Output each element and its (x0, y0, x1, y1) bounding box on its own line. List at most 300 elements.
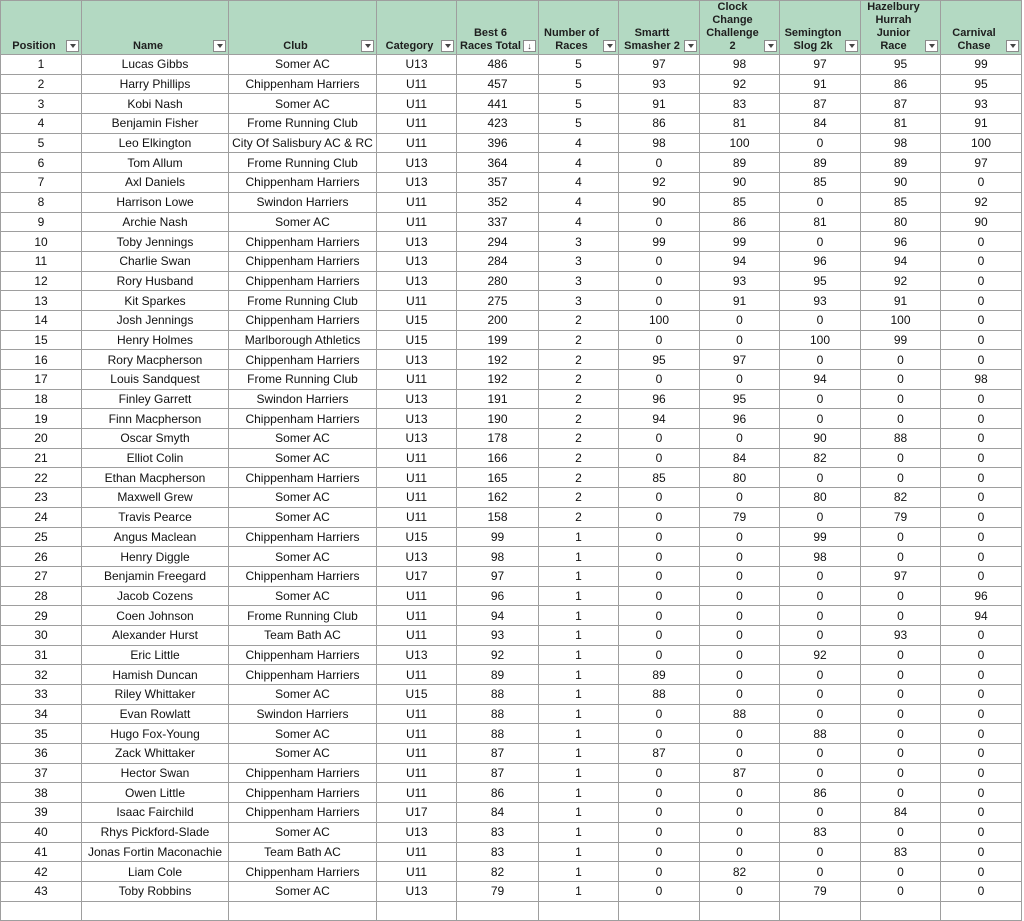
cell-hazelbury-hurrah-junior-race[interactable]: 87 (861, 94, 941, 114)
column-header-semington-slog-2k[interactable] (780, 1, 861, 55)
cell-carnival-chase[interactable]: 0 (941, 232, 1022, 252)
cell-position[interactable]: 20 (1, 429, 82, 449)
cell-hazelbury-hurrah-junior-race[interactable]: 95 (861, 55, 941, 75)
filter-dropdown-icon[interactable] (213, 40, 226, 52)
cell-name[interactable]: Archie Nash (82, 212, 229, 232)
cell-hazelbury-hurrah-junior-race[interactable]: 0 (861, 881, 941, 901)
cell-clock-change-challenge-2[interactable]: 0 (700, 488, 780, 508)
cell-club[interactable]: Somer AC (229, 429, 377, 449)
cell-semington-slog-2k[interactable]: 99 (780, 527, 861, 547)
cell-name[interactable]: Rory Macpherson (82, 350, 229, 370)
cell-name[interactable]: Jacob Cozens (82, 586, 229, 606)
cell-carnival-chase[interactable]: 93 (941, 94, 1022, 114)
cell-semington-slog-2k[interactable]: 0 (780, 586, 861, 606)
cell-category[interactable]: U11 (377, 74, 457, 94)
cell-semington-slog-2k[interactable]: 0 (780, 232, 861, 252)
cell-hazelbury-hurrah-junior-race[interactable]: 80 (861, 212, 941, 232)
cell-semington-slog-2k[interactable]: 90 (780, 429, 861, 449)
cell-hazelbury-hurrah-junior-race[interactable]: 0 (861, 665, 941, 685)
cell-name[interactable]: Lucas Gibbs (82, 55, 229, 75)
cell-semington-slog-2k[interactable]: 0 (780, 310, 861, 330)
cell-carnival-chase[interactable]: 0 (941, 389, 1022, 409)
cell-carnival-chase[interactable]: 0 (941, 763, 1022, 783)
cell-smartt-smasher-2[interactable]: 0 (619, 862, 700, 882)
cell-clock-change-challenge-2[interactable]: 83 (700, 94, 780, 114)
cell-number-of-races[interactable]: 1 (539, 586, 619, 606)
cell-club[interactable]: Somer AC (229, 881, 377, 901)
cell-best-6-races-total[interactable]: 82 (457, 862, 539, 882)
cell-clock-change-challenge-2[interactable]: 85 (700, 192, 780, 212)
cell-name[interactable]: Kit Sparkes (82, 291, 229, 311)
cell-clock-change-challenge-2[interactable]: 98 (700, 55, 780, 75)
cell-carnival-chase[interactable]: 0 (941, 665, 1022, 685)
cell-carnival-chase[interactable]: 0 (941, 547, 1022, 567)
cell-smartt-smasher-2[interactable]: 85 (619, 468, 700, 488)
cell-position[interactable]: 4 (1, 114, 82, 134)
cell-position[interactable]: 26 (1, 547, 82, 567)
cell-club[interactable]: Somer AC (229, 507, 377, 527)
cell-position[interactable]: 33 (1, 685, 82, 705)
cell-smartt-smasher-2[interactable]: 0 (619, 547, 700, 567)
cell-name[interactable]: Zack Whittaker (82, 744, 229, 764)
cell-clock-change-challenge-2[interactable]: 0 (700, 566, 780, 586)
cell-category[interactable]: U13 (377, 822, 457, 842)
cell-club[interactable]: Chippenham Harriers (229, 310, 377, 330)
cell-club[interactable]: Chippenham Harriers (229, 409, 377, 429)
cell-number-of-races[interactable]: 1 (539, 527, 619, 547)
cell-club[interactable]: Somer AC (229, 488, 377, 508)
cell-number-of-races[interactable]: 1 (539, 685, 619, 705)
cell-number-of-races[interactable]: 1 (539, 645, 619, 665)
cell-smartt-smasher-2[interactable]: 0 (619, 881, 700, 901)
cell-category[interactable]: U11 (377, 133, 457, 153)
cell-club[interactable]: Frome Running Club (229, 606, 377, 626)
cell-clock-change-challenge-2[interactable]: 81 (700, 114, 780, 134)
cell-hazelbury-hurrah-junior-race[interactable]: 0 (861, 704, 941, 724)
cell-hazelbury-hurrah-junior-race[interactable]: 0 (861, 468, 941, 488)
cell-position[interactable]: 14 (1, 310, 82, 330)
cell-position[interactable]: 13 (1, 291, 82, 311)
cell-best-6-races-total[interactable]: 275 (457, 291, 539, 311)
cell-position[interactable]: 36 (1, 744, 82, 764)
cell-number-of-races[interactable]: 2 (539, 409, 619, 429)
cell-hazelbury-hurrah-junior-race[interactable]: 92 (861, 271, 941, 291)
cell-category[interactable]: U11 (377, 763, 457, 783)
cell-smartt-smasher-2[interactable]: 97 (619, 55, 700, 75)
column-header-position[interactable] (1, 1, 82, 55)
empty-cell[interactable] (377, 901, 457, 920)
cell-name[interactable]: Henry Diggle (82, 547, 229, 567)
cell-position[interactable]: 38 (1, 783, 82, 803)
cell-best-6-races-total[interactable]: 98 (457, 547, 539, 567)
cell-carnival-chase[interactable]: 97 (941, 153, 1022, 173)
cell-number-of-races[interactable]: 1 (539, 842, 619, 862)
cell-number-of-races[interactable]: 1 (539, 862, 619, 882)
cell-best-6-races-total[interactable]: 486 (457, 55, 539, 75)
cell-hazelbury-hurrah-junior-race[interactable]: 0 (861, 606, 941, 626)
cell-hazelbury-hurrah-junior-race[interactable]: 97 (861, 566, 941, 586)
cell-clock-change-challenge-2[interactable]: 0 (700, 842, 780, 862)
filter-dropdown-icon[interactable] (925, 40, 938, 52)
cell-club[interactable]: Chippenham Harriers (229, 173, 377, 193)
cell-position[interactable]: 16 (1, 350, 82, 370)
cell-clock-change-challenge-2[interactable]: 0 (700, 724, 780, 744)
cell-category[interactable]: U13 (377, 173, 457, 193)
cell-clock-change-challenge-2[interactable]: 0 (700, 330, 780, 350)
cell-semington-slog-2k[interactable]: 0 (780, 350, 861, 370)
cell-smartt-smasher-2[interactable]: 0 (619, 527, 700, 547)
cell-smartt-smasher-2[interactable]: 95 (619, 350, 700, 370)
cell-position[interactable]: 21 (1, 448, 82, 468)
cell-category[interactable]: U11 (377, 744, 457, 764)
cell-club[interactable]: Marlborough Athletics (229, 330, 377, 350)
cell-number-of-races[interactable]: 1 (539, 783, 619, 803)
cell-smartt-smasher-2[interactable]: 89 (619, 665, 700, 685)
filter-dropdown-icon[interactable] (845, 40, 858, 52)
column-header-club[interactable] (229, 1, 377, 55)
cell-number-of-races[interactable]: 5 (539, 55, 619, 75)
cell-semington-slog-2k[interactable]: 0 (780, 468, 861, 488)
cell-carnival-chase[interactable]: 0 (941, 527, 1022, 547)
cell-number-of-races[interactable]: 1 (539, 803, 619, 823)
empty-cell[interactable] (700, 901, 780, 920)
cell-carnival-chase[interactable]: 90 (941, 212, 1022, 232)
cell-smartt-smasher-2[interactable]: 96 (619, 389, 700, 409)
cell-smartt-smasher-2[interactable]: 0 (619, 271, 700, 291)
cell-best-6-races-total[interactable]: 165 (457, 468, 539, 488)
cell-clock-change-challenge-2[interactable]: 0 (700, 645, 780, 665)
cell-name[interactable]: Travis Pearce (82, 507, 229, 527)
cell-number-of-races[interactable]: 2 (539, 330, 619, 350)
cell-category[interactable]: U13 (377, 350, 457, 370)
cell-number-of-races[interactable]: 1 (539, 822, 619, 842)
cell-hazelbury-hurrah-junior-race[interactable]: 85 (861, 192, 941, 212)
empty-cell[interactable] (229, 901, 377, 920)
cell-club[interactable]: Chippenham Harriers (229, 251, 377, 271)
cell-number-of-races[interactable]: 2 (539, 310, 619, 330)
cell-position[interactable]: 18 (1, 389, 82, 409)
cell-best-6-races-total[interactable]: 83 (457, 842, 539, 862)
cell-best-6-races-total[interactable]: 192 (457, 370, 539, 390)
cell-smartt-smasher-2[interactable]: 0 (619, 803, 700, 823)
cell-club[interactable]: Somer AC (229, 448, 377, 468)
cell-smartt-smasher-2[interactable]: 88 (619, 685, 700, 705)
cell-name[interactable]: Henry Holmes (82, 330, 229, 350)
cell-carnival-chase[interactable]: 0 (941, 310, 1022, 330)
cell-club[interactable]: Somer AC (229, 744, 377, 764)
cell-best-6-races-total[interactable]: 352 (457, 192, 539, 212)
cell-carnival-chase[interactable]: 100 (941, 133, 1022, 153)
cell-smartt-smasher-2[interactable]: 0 (619, 488, 700, 508)
cell-name[interactable]: Benjamin Fisher (82, 114, 229, 134)
cell-carnival-chase[interactable]: 0 (941, 704, 1022, 724)
cell-name[interactable]: Rhys Pickford-Slade (82, 822, 229, 842)
cell-club[interactable]: Somer AC (229, 685, 377, 705)
cell-category[interactable]: U13 (377, 232, 457, 252)
cell-carnival-chase[interactable]: 0 (941, 507, 1022, 527)
cell-semington-slog-2k[interactable]: 0 (780, 842, 861, 862)
cell-best-6-races-total[interactable]: 199 (457, 330, 539, 350)
empty-cell[interactable] (457, 901, 539, 920)
cell-name[interactable]: Ethan Macpherson (82, 468, 229, 488)
cell-smartt-smasher-2[interactable]: 0 (619, 507, 700, 527)
cell-clock-change-challenge-2[interactable]: 0 (700, 527, 780, 547)
cell-name[interactable]: Toby Robbins (82, 881, 229, 901)
cell-semington-slog-2k[interactable]: 88 (780, 724, 861, 744)
cell-best-6-races-total[interactable]: 192 (457, 350, 539, 370)
cell-position[interactable]: 7 (1, 173, 82, 193)
empty-cell[interactable] (780, 901, 861, 920)
cell-position[interactable]: 19 (1, 409, 82, 429)
cell-smartt-smasher-2[interactable]: 0 (619, 606, 700, 626)
cell-number-of-races[interactable]: 1 (539, 704, 619, 724)
cell-name[interactable]: Jonas Fortin Maconachie (82, 842, 229, 862)
cell-number-of-races[interactable]: 1 (539, 566, 619, 586)
cell-name[interactable]: Rory Husband (82, 271, 229, 291)
cell-position[interactable]: 15 (1, 330, 82, 350)
cell-name[interactable]: Maxwell Grew (82, 488, 229, 508)
cell-smartt-smasher-2[interactable]: 0 (619, 822, 700, 842)
cell-hazelbury-hurrah-junior-race[interactable]: 0 (861, 645, 941, 665)
cell-position[interactable]: 1 (1, 55, 82, 75)
cell-carnival-chase[interactable]: 95 (941, 74, 1022, 94)
cell-club[interactable]: Somer AC (229, 55, 377, 75)
cell-best-6-races-total[interactable]: 178 (457, 429, 539, 449)
cell-number-of-races[interactable]: 1 (539, 665, 619, 685)
filter-dropdown-icon[interactable] (66, 40, 79, 52)
cell-category[interactable]: U13 (377, 429, 457, 449)
cell-hazelbury-hurrah-junior-race[interactable]: 84 (861, 803, 941, 823)
cell-category[interactable]: U11 (377, 783, 457, 803)
cell-club[interactable]: Frome Running Club (229, 114, 377, 134)
cell-club[interactable]: Somer AC (229, 724, 377, 744)
cell-club[interactable]: Chippenham Harriers (229, 350, 377, 370)
cell-position[interactable]: 23 (1, 488, 82, 508)
cell-number-of-races[interactable]: 1 (539, 763, 619, 783)
cell-hazelbury-hurrah-junior-race[interactable]: 81 (861, 114, 941, 134)
cell-best-6-races-total[interactable]: 162 (457, 488, 539, 508)
cell-carnival-chase[interactable]: 0 (941, 625, 1022, 645)
cell-position[interactable]: 40 (1, 822, 82, 842)
cell-clock-change-challenge-2[interactable]: 0 (700, 370, 780, 390)
cell-number-of-races[interactable]: 5 (539, 74, 619, 94)
cell-club[interactable]: Swindon Harriers (229, 192, 377, 212)
cell-semington-slog-2k[interactable]: 81 (780, 212, 861, 232)
cell-semington-slog-2k[interactable]: 96 (780, 251, 861, 271)
cell-number-of-races[interactable]: 4 (539, 133, 619, 153)
cell-club[interactable]: Somer AC (229, 822, 377, 842)
cell-semington-slog-2k[interactable]: 0 (780, 606, 861, 626)
cell-best-6-races-total[interactable]: 97 (457, 566, 539, 586)
cell-number-of-races[interactable]: 3 (539, 291, 619, 311)
cell-number-of-races[interactable]: 1 (539, 547, 619, 567)
cell-clock-change-challenge-2[interactable]: 100 (700, 133, 780, 153)
cell-position[interactable]: 17 (1, 370, 82, 390)
cell-best-6-races-total[interactable]: 88 (457, 704, 539, 724)
cell-category[interactable]: U13 (377, 547, 457, 567)
cell-position[interactable]: 2 (1, 74, 82, 94)
cell-name[interactable]: Harry Phillips (82, 74, 229, 94)
cell-clock-change-challenge-2[interactable]: 86 (700, 212, 780, 232)
cell-clock-change-challenge-2[interactable]: 0 (700, 547, 780, 567)
cell-club[interactable]: Chippenham Harriers (229, 803, 377, 823)
cell-name[interactable]: Hamish Duncan (82, 665, 229, 685)
cell-club[interactable]: Somer AC (229, 94, 377, 114)
cell-clock-change-challenge-2[interactable]: 0 (700, 429, 780, 449)
cell-smartt-smasher-2[interactable]: 0 (619, 448, 700, 468)
cell-position[interactable]: 34 (1, 704, 82, 724)
cell-category[interactable]: U11 (377, 665, 457, 685)
cell-position[interactable]: 25 (1, 527, 82, 547)
cell-semington-slog-2k[interactable]: 0 (780, 744, 861, 764)
cell-hazelbury-hurrah-junior-race[interactable]: 0 (861, 547, 941, 567)
cell-semington-slog-2k[interactable]: 0 (780, 389, 861, 409)
cell-category[interactable]: U13 (377, 55, 457, 75)
cell-category[interactable]: U15 (377, 330, 457, 350)
cell-smartt-smasher-2[interactable]: 0 (619, 291, 700, 311)
cell-semington-slog-2k[interactable]: 97 (780, 55, 861, 75)
cell-category[interactable]: U11 (377, 212, 457, 232)
cell-position[interactable]: 6 (1, 153, 82, 173)
cell-best-6-races-total[interactable]: 88 (457, 685, 539, 705)
cell-smartt-smasher-2[interactable]: 92 (619, 173, 700, 193)
cell-hazelbury-hurrah-junior-race[interactable]: 0 (861, 783, 941, 803)
cell-hazelbury-hurrah-junior-race[interactable]: 0 (861, 370, 941, 390)
cell-number-of-races[interactable]: 2 (539, 488, 619, 508)
cell-position[interactable]: 9 (1, 212, 82, 232)
cell-category[interactable]: U17 (377, 803, 457, 823)
cell-club[interactable]: Frome Running Club (229, 370, 377, 390)
cell-category[interactable]: U11 (377, 114, 457, 134)
cell-clock-change-challenge-2[interactable]: 91 (700, 291, 780, 311)
cell-clock-change-challenge-2[interactable]: 79 (700, 507, 780, 527)
cell-category[interactable]: U15 (377, 527, 457, 547)
cell-smartt-smasher-2[interactable]: 0 (619, 783, 700, 803)
filter-dropdown-icon[interactable] (441, 40, 454, 52)
column-header-hazelbury-hurrah-junior-race[interactable] (861, 1, 941, 55)
cell-name[interactable]: Toby Jennings (82, 232, 229, 252)
column-header-category[interactable] (377, 1, 457, 55)
column-header-best-6-races-total[interactable] (457, 1, 539, 55)
cell-semington-slog-2k[interactable]: 0 (780, 507, 861, 527)
cell-clock-change-challenge-2[interactable]: 87 (700, 763, 780, 783)
cell-position[interactable]: 32 (1, 665, 82, 685)
cell-hazelbury-hurrah-junior-race[interactable]: 82 (861, 488, 941, 508)
cell-carnival-chase[interactable]: 0 (941, 881, 1022, 901)
cell-best-6-races-total[interactable]: 284 (457, 251, 539, 271)
cell-hazelbury-hurrah-junior-race[interactable]: 0 (861, 685, 941, 705)
cell-clock-change-challenge-2[interactable]: 92 (700, 74, 780, 94)
cell-semington-slog-2k[interactable]: 0 (780, 665, 861, 685)
cell-name[interactable]: Isaac Fairchild (82, 803, 229, 823)
cell-hazelbury-hurrah-junior-race[interactable]: 0 (861, 389, 941, 409)
cell-carnival-chase[interactable]: 0 (941, 468, 1022, 488)
cell-number-of-races[interactable]: 2 (539, 507, 619, 527)
cell-hazelbury-hurrah-junior-race[interactable]: 0 (861, 724, 941, 744)
sort-descending-filter-icon[interactable]: ↓ (523, 40, 536, 52)
cell-smartt-smasher-2[interactable]: 0 (619, 842, 700, 862)
cell-hazelbury-hurrah-junior-race[interactable]: 0 (861, 862, 941, 882)
cell-number-of-races[interactable]: 5 (539, 94, 619, 114)
filter-dropdown-icon[interactable] (361, 40, 374, 52)
cell-clock-change-challenge-2[interactable]: 0 (700, 586, 780, 606)
cell-hazelbury-hurrah-junior-race[interactable]: 83 (861, 842, 941, 862)
cell-club[interactable]: Somer AC (229, 212, 377, 232)
cell-semington-slog-2k[interactable]: 79 (780, 881, 861, 901)
cell-position[interactable]: 43 (1, 881, 82, 901)
cell-smartt-smasher-2[interactable]: 98 (619, 133, 700, 153)
cell-club[interactable]: Chippenham Harriers (229, 783, 377, 803)
cell-carnival-chase[interactable]: 0 (941, 330, 1022, 350)
cell-category[interactable]: U13 (377, 271, 457, 291)
cell-hazelbury-hurrah-junior-race[interactable]: 100 (861, 310, 941, 330)
cell-position[interactable]: 37 (1, 763, 82, 783)
cell-club[interactable]: Chippenham Harriers (229, 468, 377, 488)
cell-number-of-races[interactable]: 5 (539, 114, 619, 134)
cell-clock-change-challenge-2[interactable]: 0 (700, 803, 780, 823)
cell-category[interactable]: U11 (377, 468, 457, 488)
cell-best-6-races-total[interactable]: 280 (457, 271, 539, 291)
cell-number-of-races[interactable]: 3 (539, 251, 619, 271)
cell-category[interactable]: U15 (377, 685, 457, 705)
cell-semington-slog-2k[interactable]: 84 (780, 114, 861, 134)
cell-smartt-smasher-2[interactable]: 0 (619, 251, 700, 271)
cell-semington-slog-2k[interactable]: 0 (780, 566, 861, 586)
cell-position[interactable]: 5 (1, 133, 82, 153)
cell-name[interactable]: Hector Swan (82, 763, 229, 783)
cell-club[interactable]: Chippenham Harriers (229, 665, 377, 685)
cell-club[interactable]: Chippenham Harriers (229, 862, 377, 882)
cell-clock-change-challenge-2[interactable]: 80 (700, 468, 780, 488)
cell-category[interactable]: U13 (377, 881, 457, 901)
cell-semington-slog-2k[interactable]: 91 (780, 74, 861, 94)
cell-name[interactable]: Angus Maclean (82, 527, 229, 547)
column-header-smartt-smasher-2[interactable] (619, 1, 700, 55)
cell-position[interactable]: 24 (1, 507, 82, 527)
cell-club[interactable]: Somer AC (229, 586, 377, 606)
cell-hazelbury-hurrah-junior-race[interactable]: 0 (861, 527, 941, 547)
cell-name[interactable]: Liam Cole (82, 862, 229, 882)
cell-number-of-races[interactable]: 3 (539, 232, 619, 252)
cell-best-6-races-total[interactable]: 191 (457, 389, 539, 409)
cell-clock-change-challenge-2[interactable]: 99 (700, 232, 780, 252)
cell-smartt-smasher-2[interactable]: 87 (619, 744, 700, 764)
empty-cell[interactable] (1, 901, 82, 920)
cell-category[interactable]: U11 (377, 862, 457, 882)
cell-club[interactable]: Frome Running Club (229, 291, 377, 311)
cell-clock-change-challenge-2[interactable]: 0 (700, 783, 780, 803)
cell-position[interactable]: 29 (1, 606, 82, 626)
cell-smartt-smasher-2[interactable]: 0 (619, 153, 700, 173)
cell-carnival-chase[interactable]: 94 (941, 606, 1022, 626)
cell-hazelbury-hurrah-junior-race[interactable]: 0 (861, 448, 941, 468)
cell-number-of-races[interactable]: 2 (539, 389, 619, 409)
cell-semington-slog-2k[interactable]: 95 (780, 271, 861, 291)
cell-clock-change-challenge-2[interactable]: 0 (700, 625, 780, 645)
cell-category[interactable]: U11 (377, 448, 457, 468)
cell-name[interactable]: Oscar Smyth (82, 429, 229, 449)
cell-position[interactable]: 11 (1, 251, 82, 271)
cell-smartt-smasher-2[interactable]: 94 (619, 409, 700, 429)
cell-best-6-races-total[interactable]: 441 (457, 94, 539, 114)
cell-category[interactable]: U13 (377, 645, 457, 665)
empty-cell[interactable] (82, 901, 229, 920)
cell-carnival-chase[interactable]: 0 (941, 724, 1022, 744)
cell-clock-change-challenge-2[interactable]: 0 (700, 665, 780, 685)
cell-carnival-chase[interactable]: 0 (941, 291, 1022, 311)
cell-best-6-races-total[interactable]: 158 (457, 507, 539, 527)
cell-smartt-smasher-2[interactable]: 0 (619, 645, 700, 665)
